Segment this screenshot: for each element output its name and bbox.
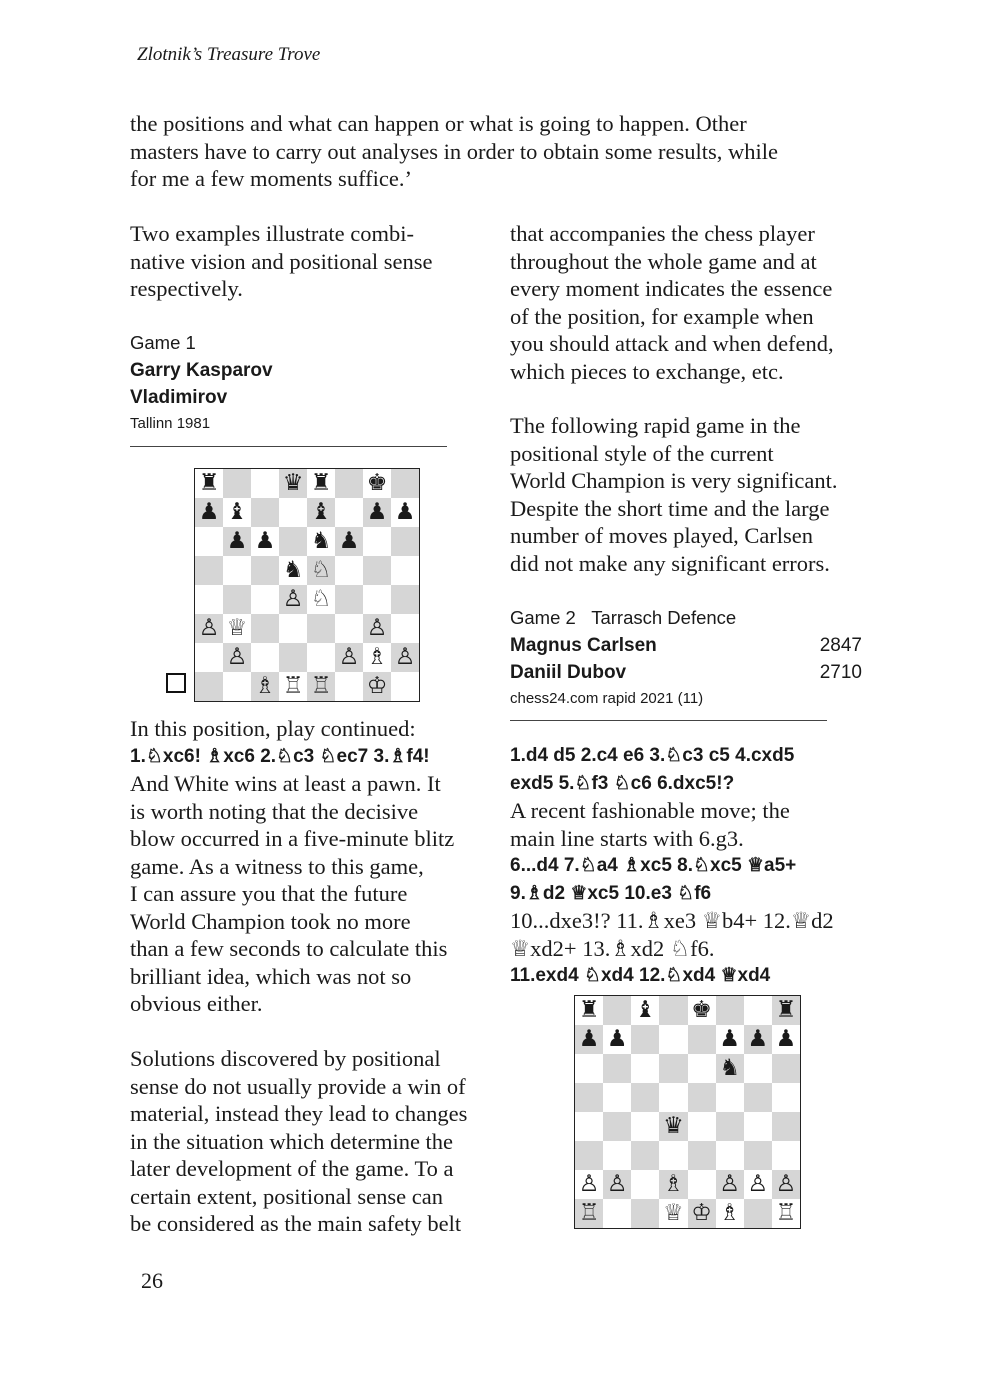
- game2-moves-line: 9.♗d2 ♕xc5 10.e3 ♘f6: [510, 882, 712, 904]
- board-square: [772, 1199, 800, 1228]
- board-square: [603, 1083, 631, 1112]
- game2-moves-line: 11.exd4 ♘xd4 12.♘xd4 ♕xd4: [510, 965, 771, 986]
- board-square: [603, 1025, 631, 1054]
- board-square: [251, 643, 279, 672]
- board-square: [279, 498, 307, 527]
- black-bishop-icon: ♝: [310, 499, 332, 525]
- game2-moves-line: 6...d4 7.♘a4 ♗xc5 8.♘xc5 ♕a5+: [510, 855, 797, 876]
- black-king-icon: ♚: [691, 997, 712, 1023]
- board-square: [279, 556, 307, 585]
- board-square: [223, 585, 251, 614]
- left-paragraph-1-line: Two examples illustrate combi-: [130, 221, 414, 246]
- black-pawn-icon: ♟: [338, 528, 360, 554]
- black-king-icon: ♚: [366, 470, 388, 496]
- black-knight-icon: ♞: [719, 1055, 740, 1081]
- board-square: [575, 996, 603, 1025]
- intro-line: for me a few moments suffice.’: [130, 166, 412, 191]
- black-bishop-icon: ♝: [226, 499, 248, 525]
- chess-diagram-1: [194, 468, 420, 702]
- chess-diagram-2: [574, 995, 801, 1229]
- board-square: [575, 1025, 603, 1054]
- left-paragraph-3-line: material, instead they lead to changes: [130, 1101, 468, 1126]
- board-square: [688, 1112, 716, 1141]
- board-square: [575, 1054, 603, 1083]
- board-square: [307, 643, 335, 672]
- board-square: [603, 1199, 631, 1228]
- game2-white-rating: 2847: [819, 635, 862, 656]
- board-square: [575, 1112, 603, 1141]
- right-paragraph-1-line: of the position, for example when: [510, 303, 814, 329]
- board-square: [716, 996, 744, 1025]
- black-pawn-icon: ♟: [775, 1026, 797, 1052]
- game2-event: chess24.com rapid 2021 (11): [510, 690, 704, 707]
- game2-moves-line: A recent fashionable move; the: [510, 798, 790, 823]
- black-bishop-icon: ♝: [635, 997, 656, 1023]
- board-square: [391, 498, 419, 527]
- game2-opening: Tarrasch Defence: [591, 607, 737, 628]
- board-square: [363, 614, 391, 643]
- board-square: [575, 1170, 603, 1199]
- board-square: [307, 469, 335, 498]
- board-square: [391, 585, 419, 614]
- board-square: [603, 1141, 631, 1170]
- white-rook-icon: ♖: [282, 673, 304, 699]
- game1-black-player: Vladimirov: [130, 387, 228, 408]
- board-square: [363, 469, 391, 498]
- white-pawn-icon: ♙: [226, 644, 248, 670]
- right-paragraph-1: [510, 220, 870, 385]
- right-paragraph-1-line: which pieces to exchange, etc.: [510, 358, 784, 384]
- game2-label: [510, 606, 862, 630]
- right-paragraph-1-line: throughout the whole game and at: [510, 248, 817, 274]
- white-bishop-icon: ♗: [719, 1200, 740, 1226]
- board-square: [335, 672, 363, 701]
- board-square: [603, 996, 631, 1025]
- left-paragraph-2-line: brilliant idea, which was not so: [130, 963, 412, 989]
- black-pawn-icon: ♟: [226, 528, 248, 554]
- board-square: [223, 469, 251, 498]
- board-square: [363, 643, 391, 672]
- board-square: [772, 1170, 800, 1199]
- black-knight-icon: ♞: [282, 557, 304, 583]
- left-paragraph-2-line: 1.♘xc6! ♗xc6 2.♘c3 ♘ec7 3.♗f4!: [130, 745, 430, 767]
- white-king-icon: ♔: [691, 1200, 712, 1226]
- right-paragraph-2-line: number of moves played, Carlsen: [510, 523, 814, 548]
- game2-black-rating: 2710: [819, 662, 862, 683]
- black-rook-icon: ♜: [775, 997, 797, 1023]
- game1-header: [130, 332, 490, 432]
- left-paragraph-2-line: In this position, play continued:: [130, 716, 416, 741]
- left-paragraph-3: [130, 1045, 490, 1238]
- board-square: [716, 1083, 744, 1112]
- black-pawn-icon: ♟: [606, 1026, 628, 1052]
- left-paragraph-1: [130, 220, 490, 303]
- white-pawn-icon: ♙: [282, 586, 304, 612]
- left-paragraph-3-line: sense do not usually provide a win of: [130, 1073, 466, 1099]
- board-square: [659, 996, 687, 1025]
- white-knight-icon: ♘: [310, 557, 332, 583]
- white-bishop-icon: ♗: [663, 1171, 684, 1197]
- board-square: [716, 1054, 744, 1083]
- board-square: [335, 614, 363, 643]
- board-square: [716, 1025, 744, 1054]
- board-square: [335, 556, 363, 585]
- white-rook-icon: ♖: [310, 673, 332, 699]
- board-square: [195, 469, 223, 498]
- board-square: [391, 643, 419, 672]
- board-square: [335, 585, 363, 614]
- board-square: [744, 996, 772, 1025]
- left-paragraph-2-line: obvious either.: [130, 991, 263, 1016]
- game1-white-player: Garry Kasparov: [130, 360, 273, 381]
- right-paragraph-1-line: that accompanies the chess player: [510, 221, 815, 246]
- black-pawn-icon: ♟: [578, 1026, 600, 1052]
- board-square: [603, 1054, 631, 1083]
- white-pawn-icon: ♙: [606, 1171, 628, 1197]
- white-bishop-icon: ♗: [254, 673, 276, 699]
- game2-number: Game 2: [510, 607, 576, 628]
- white-queen-icon: ♕: [226, 615, 248, 641]
- white-queen-icon: ♕: [663, 1200, 684, 1226]
- board-square: [195, 585, 223, 614]
- board-square: [631, 1025, 659, 1054]
- left-paragraph-2-line: game. As a witness to this game,: [130, 853, 424, 879]
- board-square: [363, 585, 391, 614]
- board-square: [772, 1025, 800, 1054]
- black-pawn-icon: ♟: [394, 499, 416, 525]
- board-square: [716, 1112, 744, 1141]
- board-square: [335, 498, 363, 527]
- intro-paragraph: [130, 110, 870, 193]
- black-rook-icon: ♜: [198, 470, 220, 496]
- board-square: [688, 1054, 716, 1083]
- game2-white-player: Magnus Carlsen: [510, 635, 657, 656]
- left-paragraph-2-line: World Champion took no more: [130, 908, 411, 934]
- black-queen-icon: ♛: [282, 470, 304, 496]
- board-square: [575, 1199, 603, 1228]
- board-square: [772, 1083, 800, 1112]
- game2-moves-line: 1.d4 d5 2.c4 e6 3.♘c3 c5 4.cxd5: [510, 745, 795, 766]
- board-square: [631, 1141, 659, 1170]
- board-square: [716, 1199, 744, 1228]
- board-square: [391, 672, 419, 701]
- board-square: [251, 498, 279, 527]
- board-square: [391, 469, 419, 498]
- board-square: [307, 672, 335, 701]
- right-paragraph-2-line: Despite the short time and the large: [510, 495, 830, 521]
- board-square: [744, 1083, 772, 1112]
- board-square: [363, 672, 391, 701]
- intro-line: the positions and what can happen or what is going to happen. Other: [130, 111, 747, 136]
- board-square: [772, 1112, 800, 1141]
- right-paragraph-1-line: every moment indicates the essence: [510, 276, 833, 301]
- white-pawn-icon: ♙: [578, 1171, 600, 1197]
- board-square: [659, 1199, 687, 1228]
- left-paragraph-3-line: certain extent, positional sense can: [130, 1183, 444, 1209]
- running-head: Zlotnik’s Treasure Trove: [137, 44, 321, 65]
- white-pawn-icon: ♙: [747, 1171, 769, 1197]
- board-square: [307, 614, 335, 643]
- right-paragraph-1-line: you should attack and when defend,: [510, 331, 834, 356]
- board-square: [251, 614, 279, 643]
- board-square: [279, 585, 307, 614]
- board-square: [279, 672, 307, 701]
- white-pawn-icon: ♙: [198, 615, 220, 641]
- black-pawn-icon: ♟: [747, 1026, 769, 1052]
- board-square: [631, 1112, 659, 1141]
- board-square: [688, 996, 716, 1025]
- left-paragraph-2-line: I can assure you that the future: [130, 881, 408, 906]
- black-pawn-icon: ♟: [366, 499, 388, 525]
- board-square: [744, 1141, 772, 1170]
- left-paragraph-1-line: respectively.: [130, 276, 243, 301]
- black-knight-icon: ♞: [310, 528, 332, 554]
- game2-moves-line: exd5 5.♘f3 ♘c6 6.dxc5!?: [510, 772, 735, 794]
- board-square: [631, 996, 659, 1025]
- page-number: 26: [141, 1268, 163, 1293]
- board-square: [279, 614, 307, 643]
- board-square: [744, 1054, 772, 1083]
- board-square: [223, 672, 251, 701]
- board-square: [363, 498, 391, 527]
- white-to-move-indicator: [166, 673, 186, 693]
- left-paragraph-3-line: be considered as the main safety belt: [130, 1211, 462, 1236]
- board-square: [688, 1170, 716, 1199]
- black-rook-icon: ♜: [310, 470, 332, 496]
- board-square: [363, 556, 391, 585]
- left-paragraph-3-line: Solutions discovered by positional: [130, 1046, 441, 1071]
- left-paragraph-2-line: And White wins at least a pawn. It: [130, 771, 441, 796]
- board-square: [195, 614, 223, 643]
- board-square: [772, 1141, 800, 1170]
- board-square: [575, 1141, 603, 1170]
- white-king-icon: ♔: [366, 673, 388, 699]
- board-square: [251, 527, 279, 556]
- board-square: [363, 527, 391, 556]
- board-square: [744, 1199, 772, 1228]
- game2-rule: [510, 720, 827, 721]
- left-paragraph-3-line: later development of the game. To a: [130, 1156, 454, 1181]
- left-paragraph-1-line: native vision and positional sense: [130, 248, 433, 274]
- game2-moves-line: 10...dxe3!? 11.♗xe3 ♕b4+ 12.♕d2: [510, 908, 834, 933]
- board-square: [307, 498, 335, 527]
- game1-event: Tallinn 1981: [130, 415, 211, 432]
- board-square: [744, 1112, 772, 1141]
- board-square: [391, 556, 419, 585]
- board-square: [688, 1083, 716, 1112]
- board-square: [744, 1025, 772, 1054]
- board-square: [744, 1170, 772, 1199]
- board-square: [195, 672, 223, 701]
- black-pawn-icon: ♟: [254, 528, 276, 554]
- right-paragraph-2-line: The following rapid game in the: [510, 413, 801, 438]
- board-square: [716, 1141, 744, 1170]
- board-square: [223, 527, 251, 556]
- board-square: [391, 614, 419, 643]
- intro-line: masters have to carry out analyses in order to obtain some results, while: [130, 138, 778, 164]
- board-square: [659, 1083, 687, 1112]
- board-square: [659, 1025, 687, 1054]
- board-square: [631, 1083, 659, 1112]
- left-paragraph-3-line: in the situation which determine the: [130, 1128, 454, 1154]
- board-square: [307, 585, 335, 614]
- board-square: [688, 1199, 716, 1228]
- left-paragraph-2: [130, 715, 490, 1018]
- board-square: [279, 527, 307, 556]
- board-square: [335, 469, 363, 498]
- board-square: [631, 1199, 659, 1228]
- board-square: [223, 556, 251, 585]
- board-square: [251, 469, 279, 498]
- left-paragraph-2-line: than a few seconds to calculate this: [130, 936, 448, 961]
- white-pawn-icon: ♙: [338, 644, 360, 670]
- right-paragraph-2: [510, 412, 870, 577]
- game2-black-row: [510, 659, 862, 686]
- board-square: [251, 585, 279, 614]
- board-square: [307, 556, 335, 585]
- board-square: [195, 498, 223, 527]
- right-paragraph-2-line: World Champion is very significant.: [510, 468, 838, 493]
- board-square: [716, 1170, 744, 1199]
- right-paragraph-2-line: positional style of the current: [510, 440, 774, 466]
- board-square: [279, 643, 307, 672]
- white-pawn-icon: ♙: [775, 1171, 797, 1197]
- board-square: [659, 1054, 687, 1083]
- board-square: [195, 643, 223, 672]
- game1-label: Game 1: [130, 332, 196, 353]
- white-pawn-icon: ♙: [366, 615, 388, 641]
- board-square: [631, 1170, 659, 1199]
- white-bishop-icon: ♗: [366, 644, 388, 670]
- board-square: [251, 556, 279, 585]
- white-knight-icon: ♘: [310, 586, 332, 612]
- white-rook-icon: ♖: [578, 1200, 600, 1226]
- game2-header: [510, 606, 862, 707]
- black-pawn-icon: ♟: [198, 499, 220, 525]
- board-square: [391, 527, 419, 556]
- board-square: [688, 1025, 716, 1054]
- board-square: [603, 1112, 631, 1141]
- board-square: [688, 1141, 716, 1170]
- game2-black-player: Daniil Dubov: [510, 662, 627, 683]
- board-square: [575, 1083, 603, 1112]
- game2-moves-line: main line starts with 6.g3.: [510, 825, 744, 851]
- black-pawn-icon: ♟: [719, 1026, 740, 1052]
- board-square: [223, 643, 251, 672]
- board-square: [195, 556, 223, 585]
- board-square: [772, 996, 800, 1025]
- board-square: [659, 1170, 687, 1199]
- board-square: [279, 469, 307, 498]
- white-pawn-icon: ♙: [394, 644, 416, 670]
- board-square: [223, 614, 251, 643]
- board-square: [251, 672, 279, 701]
- board-square: [195, 527, 223, 556]
- white-rook-icon: ♖: [775, 1200, 797, 1226]
- game1-rule: [130, 446, 447, 447]
- black-rook-icon: ♜: [578, 997, 600, 1023]
- game2-moves: [510, 742, 870, 990]
- black-queen-icon: ♛: [663, 1113, 684, 1139]
- left-paragraph-2-line: is worth noting that the decisive: [130, 798, 419, 824]
- right-paragraph-2-line: did not make any significant errors.: [510, 550, 830, 576]
- board-square: [335, 643, 363, 672]
- board-square: [223, 498, 251, 527]
- board-square: [631, 1054, 659, 1083]
- board-square: [659, 1141, 687, 1170]
- left-paragraph-2-line: blow occurred in a five-minute blitz: [130, 826, 455, 851]
- board-square: [659, 1112, 687, 1141]
- board-square: [603, 1170, 631, 1199]
- white-pawn-icon: ♙: [719, 1171, 740, 1197]
- game2-moves-line: ♕xd2+ 13.♗xd2 ♘f6.: [510, 935, 715, 961]
- board-square: [307, 527, 335, 556]
- board-square: [335, 527, 363, 556]
- game2-white-row: [510, 632, 862, 659]
- board-square: [772, 1054, 800, 1083]
